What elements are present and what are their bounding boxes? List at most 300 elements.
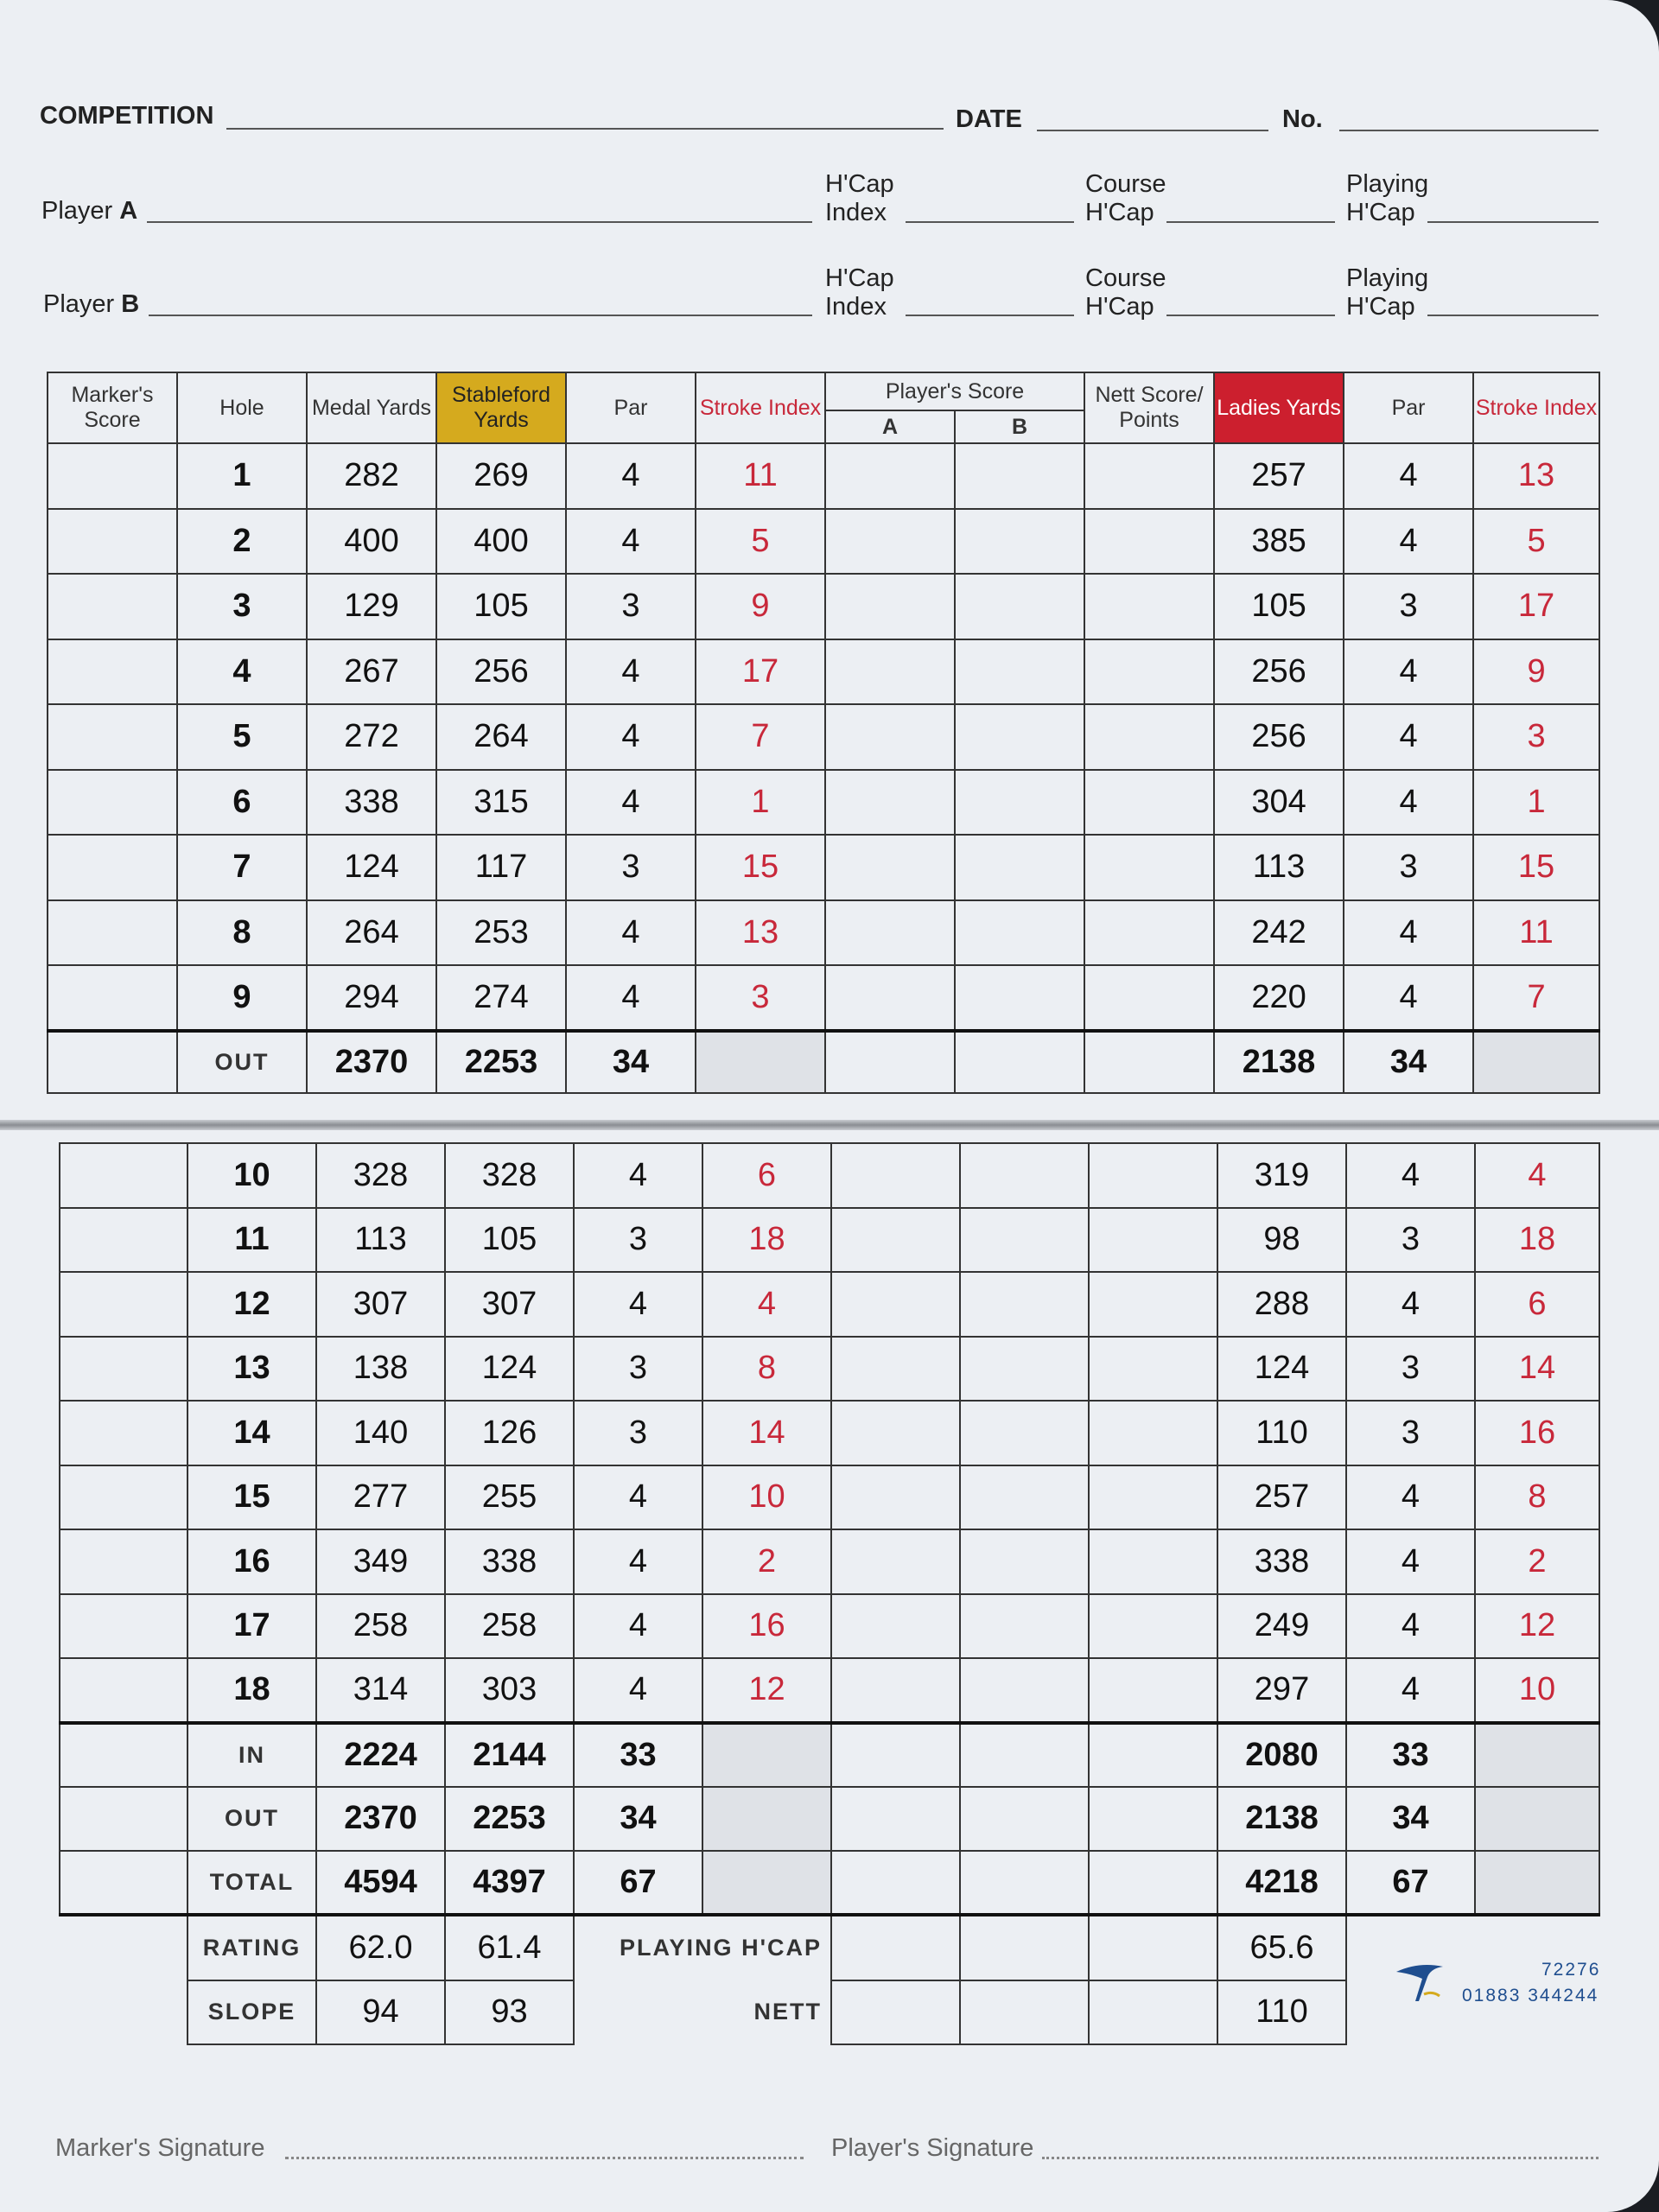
nett-score-cell[interactable] (1089, 1594, 1217, 1659)
ladies-par-total: 33 (1346, 1723, 1475, 1787)
nett-nett-cell[interactable] (1089, 1980, 1217, 2044)
markers-score-cell[interactable] (48, 835, 177, 900)
stroke-index: 1 (696, 770, 825, 836)
stableford-yards: 124 (445, 1337, 574, 1402)
player-a-playing-hcap-cell[interactable] (831, 1915, 960, 1980)
player-a-line[interactable] (147, 221, 812, 223)
ladies-par: 3 (1346, 1208, 1475, 1273)
player-a-playing-hcap-line[interactable] (1427, 221, 1599, 223)
medal-yards: 140 (316, 1401, 445, 1465)
hole-row (60, 1594, 1599, 1659)
ladies-par: 4 (1346, 1465, 1475, 1530)
total-row (60, 1851, 1599, 1915)
hole-number: 13 (188, 1337, 316, 1402)
stroke-index: 15 (696, 835, 825, 900)
par: 4 (574, 1465, 702, 1530)
markers-score-cell[interactable] (60, 1465, 188, 1530)
medal-yards: 277 (316, 1465, 445, 1530)
stableford-yards: 328 (445, 1143, 574, 1208)
ladies-yards: 338 (1217, 1529, 1346, 1594)
player-b-column-header: B (955, 410, 1084, 443)
ladies-stroke-index: 4 (1475, 1143, 1599, 1208)
hole-number: 8 (177, 900, 307, 966)
player-a-column-header: A (825, 410, 955, 443)
ladies-yards-total: 2138 (1217, 1787, 1346, 1851)
medal-yards: 282 (307, 443, 436, 509)
rating-spacer (60, 1915, 188, 1980)
nett-score-cell[interactable] (1084, 509, 1214, 575)
par: 4 (566, 770, 696, 836)
markers-score-cell[interactable] (48, 704, 177, 770)
player-a-score-cell[interactable] (831, 1529, 960, 1594)
player-b-playing-hcap-line[interactable] (1427, 315, 1599, 316)
player-a-score-cell[interactable] (831, 1272, 960, 1337)
ladies-yards: 256 (1214, 639, 1344, 705)
player-b-total-cell[interactable] (960, 1787, 1089, 1851)
ladies-yards: 256 (1214, 704, 1344, 770)
player-a-total-cell[interactable] (831, 1851, 960, 1915)
player-a-score-cell[interactable] (825, 965, 955, 1031)
hole-number: 9 (177, 965, 307, 1031)
hole-row (48, 900, 1599, 966)
hole-header: Hole (177, 372, 307, 443)
hole-row (60, 1401, 1599, 1465)
playing-hcap-label: PLAYING H'CAP (620, 1935, 822, 1961)
ladies-yards-total: 2138 (1214, 1031, 1344, 1093)
player-a-hcap-index-label: H'Cap Index (825, 170, 894, 226)
player-b-course-hcap-label: Course H'Cap (1085, 264, 1166, 321)
player-a-course-hcap-label: Course H'Cap (1085, 170, 1166, 226)
medal-yards: 267 (307, 639, 436, 705)
nett-score-cell[interactable] (1084, 965, 1214, 1031)
markers-score-cell[interactable] (60, 1272, 188, 1337)
ladies-par: 3 (1344, 574, 1473, 639)
nett-score-cell[interactable] (1084, 900, 1214, 966)
player-a-score-cell[interactable] (825, 639, 955, 705)
stableford-yards: 400 (436, 509, 566, 575)
par: 4 (574, 1658, 702, 1723)
markers-signature-label: Marker's Signature (55, 2134, 265, 2162)
total-row (60, 1787, 1599, 1851)
ladies-stroke-index: 13 (1473, 443, 1599, 509)
hole-number: 7 (177, 835, 307, 900)
number-line[interactable] (1339, 130, 1599, 131)
player-a-total-cell[interactable] (825, 1031, 955, 1093)
player-a-score-cell[interactable] (831, 1337, 960, 1402)
nett-score-cell[interactable] (1084, 443, 1214, 509)
player-b-score-cell[interactable] (955, 704, 1084, 770)
nett-score-cell[interactable] (1089, 1658, 1217, 1723)
par: 3 (566, 574, 696, 639)
stableford-yards: 126 (445, 1401, 574, 1465)
ladies-stroke-index-total (1473, 1031, 1599, 1093)
ladies-yards: 220 (1214, 965, 1344, 1031)
stroke-index: 11 (696, 443, 825, 509)
ladies-par: 4 (1344, 900, 1473, 966)
stableford-yards: 105 (436, 574, 566, 639)
nett-score-cell[interactable] (1089, 1465, 1217, 1530)
ladies-par-total: 67 (1346, 1851, 1475, 1915)
nett-score-cell[interactable] (1089, 1337, 1217, 1402)
stableford-yards: 269 (436, 443, 566, 509)
card-fold (0, 1120, 1659, 1130)
rating-ladies: 65.6 (1217, 1915, 1346, 1980)
stroke-index: 13 (696, 900, 825, 966)
nett-total-cell[interactable] (1089, 1723, 1217, 1787)
player-b-nett-cell[interactable] (960, 1980, 1089, 2044)
markers-score-cell[interactable] (48, 900, 177, 966)
ladies-stroke-index: 2 (1475, 1529, 1599, 1594)
player-a-score-cell[interactable] (825, 443, 955, 509)
par: 4 (574, 1143, 702, 1208)
player-b-score-cell[interactable] (955, 639, 1084, 705)
markers-score-cell[interactable] (60, 1529, 188, 1594)
stroke-index: 18 (702, 1208, 831, 1273)
hole-row (48, 835, 1599, 900)
par: 3 (566, 835, 696, 900)
ladies-par: 4 (1344, 965, 1473, 1031)
stroke-index-header: Stroke Index (696, 372, 825, 443)
medal-yards-total: 2370 (316, 1787, 445, 1851)
player-a-hcap-index-line[interactable] (906, 221, 1074, 223)
player-a-score-cell[interactable] (825, 770, 955, 836)
medal-yards: 258 (316, 1594, 445, 1659)
nett-score-cell[interactable] (1084, 770, 1214, 836)
hole-row (48, 965, 1599, 1031)
stableford-yards-total: 4397 (445, 1851, 574, 1915)
player-b-hcap-index-label: H'Cap Index (825, 264, 894, 321)
player-b-total-cell[interactable] (955, 1031, 1084, 1093)
nett-playing-hcap-cell[interactable] (1089, 1915, 1217, 1980)
ladies-yards: 319 (1217, 1143, 1346, 1208)
player-a-score-cell[interactable] (831, 1401, 960, 1465)
player-a-label: Player A (41, 197, 138, 225)
par: 4 (566, 965, 696, 1031)
player-a-playing-hcap-label: Playing H'Cap (1346, 170, 1429, 226)
stroke-index: 17 (696, 639, 825, 705)
markers-total-cell[interactable] (48, 1031, 177, 1093)
player-a-score-cell[interactable] (831, 1143, 960, 1208)
par: 4 (574, 1594, 702, 1659)
medal-yards: 294 (307, 965, 436, 1031)
nett-score-cell[interactable] (1084, 574, 1214, 639)
medal-yards-total: 2224 (316, 1723, 445, 1787)
ladies-yards: 105 (1214, 574, 1344, 639)
player-b-score-cell[interactable] (960, 1401, 1089, 1465)
rating-row (60, 1915, 1599, 1980)
hole-number: 17 (188, 1594, 316, 1659)
ladies-stroke-index: 7 (1473, 965, 1599, 1031)
stroke-index-total (702, 1787, 831, 1851)
medal-yards-total: 2370 (307, 1031, 436, 1093)
date-line[interactable] (1037, 130, 1268, 131)
hole-row (60, 1658, 1599, 1723)
ladies-par: 3 (1346, 1401, 1475, 1465)
player-a-total-cell[interactable] (831, 1723, 960, 1787)
ladies-yards: 297 (1217, 1658, 1346, 1723)
player-b-course-hcap-line[interactable] (1166, 315, 1335, 316)
stableford-yards: 303 (445, 1658, 574, 1723)
player-b-total-cell[interactable] (960, 1723, 1089, 1787)
player-b-total-cell[interactable] (960, 1851, 1089, 1915)
stableford-yards: 256 (436, 639, 566, 705)
stableford-yards: 338 (445, 1529, 574, 1594)
player-a-score-cell[interactable] (825, 574, 955, 639)
stableford-yards: 105 (445, 1208, 574, 1273)
player-a-score-cell[interactable] (831, 1208, 960, 1273)
stableford-yards: 307 (445, 1272, 574, 1337)
hole-row (60, 1208, 1599, 1273)
markers-score-cell[interactable] (60, 1658, 188, 1723)
par: 3 (574, 1401, 702, 1465)
player-b-score-cell[interactable] (960, 1465, 1089, 1530)
medal-yards: 400 (307, 509, 436, 575)
ladies-yards: 98 (1217, 1208, 1346, 1273)
player-b-score-cell[interactable] (955, 770, 1084, 836)
stroke-index: 6 (702, 1143, 831, 1208)
nett-total-cell[interactable] (1084, 1031, 1214, 1093)
markers-score-cell[interactable] (48, 965, 177, 1031)
player-b-label: Player B (43, 290, 140, 318)
ladies-par: 4 (1346, 1594, 1475, 1659)
ladies-par-total: 34 (1344, 1031, 1473, 1093)
ladies-stroke-index: 15 (1473, 835, 1599, 900)
hole-number: 10 (188, 1143, 316, 1208)
stroke-index: 3 (696, 965, 825, 1031)
ladies-stroke-index: 18 (1475, 1208, 1599, 1273)
stroke-index: 12 (702, 1658, 831, 1723)
stroke-index: 16 (702, 1594, 831, 1659)
player-b-score-cell[interactable] (960, 1594, 1089, 1659)
stroke-index-total (702, 1851, 831, 1915)
rating-stableford: 61.4 (445, 1915, 574, 1980)
hole-row (60, 1143, 1599, 1208)
player-b-score-cell[interactable] (960, 1143, 1089, 1208)
slope-row (60, 1980, 1599, 2044)
nett-score-cell[interactable] (1084, 835, 1214, 900)
ladies-stroke-index: 1 (1473, 770, 1599, 836)
stableford-yards: 258 (445, 1594, 574, 1659)
par: 3 (574, 1337, 702, 1402)
hole-number: 6 (177, 770, 307, 836)
ladies-stroke-index: 5 (1473, 509, 1599, 575)
total-row (48, 1031, 1599, 1093)
ladies-par: 3 (1344, 835, 1473, 900)
hole-row (60, 1465, 1599, 1530)
stroke-index: 14 (702, 1401, 831, 1465)
nett-score-cell[interactable] (1089, 1143, 1217, 1208)
ladies-yards: 288 (1217, 1272, 1346, 1337)
player-b-score-cell[interactable] (955, 574, 1084, 639)
ladies-stroke-index-total (1475, 1851, 1599, 1915)
hole-row (48, 639, 1599, 705)
player-a-total-cell[interactable] (831, 1787, 960, 1851)
markers-score-cell[interactable] (48, 443, 177, 509)
player-b-score-cell[interactable] (960, 1337, 1089, 1402)
markers-score-cell[interactable] (48, 574, 177, 639)
nett-score-cell[interactable] (1089, 1272, 1217, 1337)
stroke-index: 2 (702, 1529, 831, 1594)
hole-number: 18 (188, 1658, 316, 1723)
ladies-yards-header: Ladies Yards (1214, 372, 1344, 443)
printer-phone: 01883 344244 (1462, 1986, 1599, 2005)
stableford-yards-header: Stableford Yards (436, 372, 566, 443)
player-b-score-cell[interactable] (955, 900, 1084, 966)
ladies-par: 4 (1344, 770, 1473, 836)
markers-total-cell[interactable] (60, 1851, 188, 1915)
ladies-yards: 242 (1214, 900, 1344, 966)
hole-number: 2 (177, 509, 307, 575)
par: 4 (566, 900, 696, 966)
ladies-stroke-index: 11 (1473, 900, 1599, 966)
ladies-yards: 124 (1217, 1337, 1346, 1402)
markers-score-cell[interactable] (60, 1337, 188, 1402)
par-total: 34 (574, 1787, 702, 1851)
slope-spacer (60, 1980, 188, 2044)
ladies-par: 4 (1344, 443, 1473, 509)
medal-yards-header: Medal Yards (307, 372, 436, 443)
player-a-score-cell[interactable] (831, 1594, 960, 1659)
markers-score-cell[interactable] (48, 509, 177, 575)
player-b-score-cell[interactable] (960, 1658, 1089, 1723)
player-b-score-cell[interactable] (955, 443, 1084, 509)
player-b-score-cell[interactable] (960, 1208, 1089, 1273)
player-b-line[interactable] (149, 315, 812, 316)
ladies-yards: 113 (1214, 835, 1344, 900)
nett-score-cell[interactable] (1084, 704, 1214, 770)
ladies-par: 4 (1344, 639, 1473, 705)
ladies-yards: 304 (1214, 770, 1344, 836)
nett-score-cell[interactable] (1089, 1208, 1217, 1273)
rating-label: RATING (188, 1915, 316, 1980)
markers-score-cell[interactable] (60, 1143, 188, 1208)
player-a-score-cell[interactable] (825, 835, 955, 900)
player-b-playing-hcap-cell[interactable] (960, 1915, 1089, 1980)
ladies-stroke-index: 14 (1475, 1337, 1599, 1402)
markers-score-cell[interactable] (60, 1208, 188, 1273)
markers-total-cell[interactable] (60, 1787, 188, 1851)
medal-yards: 113 (316, 1208, 445, 1273)
player-b-score-cell[interactable] (955, 509, 1084, 575)
player-b-score-cell[interactable] (955, 965, 1084, 1031)
competition-line[interactable] (226, 128, 944, 130)
hole-row (48, 509, 1599, 575)
total-label: OUT (188, 1787, 316, 1851)
stroke-index: 7 (696, 704, 825, 770)
stroke-index: 8 (702, 1337, 831, 1402)
player-a-score-cell[interactable] (831, 1465, 960, 1530)
slope-stableford: 93 (445, 1980, 574, 2044)
hole-row (48, 770, 1599, 836)
medal-yards-total: 4594 (316, 1851, 445, 1915)
nett-score-cell[interactable] (1089, 1529, 1217, 1594)
ladies-par: 4 (1346, 1272, 1475, 1337)
hole-number: 15 (188, 1465, 316, 1530)
stroke-index: 10 (702, 1465, 831, 1530)
player-b-hcap-index-line[interactable] (906, 315, 1074, 316)
nett-score-cell[interactable] (1084, 639, 1214, 705)
player-b-score-cell[interactable] (960, 1529, 1089, 1594)
slope-label: SLOPE (188, 1980, 316, 2044)
hole-row (48, 704, 1599, 770)
medal-yards: 264 (307, 900, 436, 966)
stableford-yards: 274 (436, 965, 566, 1031)
ladies-stroke-index: 17 (1473, 574, 1599, 639)
stroke-index: 9 (696, 574, 825, 639)
markers-score-cell[interactable] (48, 770, 177, 836)
stroke-index-total (702, 1723, 831, 1787)
medal-yards: 124 (307, 835, 436, 900)
player-a-score-cell[interactable] (825, 704, 955, 770)
markers-total-cell[interactable] (60, 1723, 188, 1787)
player-a-score-cell[interactable] (825, 900, 955, 966)
nett-score-header: Nett Score/ Points (1084, 372, 1214, 443)
ladies-par: 4 (1344, 704, 1473, 770)
par-header: Par (566, 372, 696, 443)
stableford-yards: 315 (436, 770, 566, 836)
nett-total-cell[interactable] (1089, 1787, 1217, 1851)
nett-score-cell[interactable] (1089, 1401, 1217, 1465)
hole-number: 14 (188, 1401, 316, 1465)
par: 3 (574, 1208, 702, 1273)
hole-row (60, 1529, 1599, 1594)
medal-yards: 138 (316, 1337, 445, 1402)
stableford-yards-total: 2144 (445, 1723, 574, 1787)
ladies-stroke-index: 16 (1475, 1401, 1599, 1465)
par-total: 34 (566, 1031, 696, 1093)
competition-label: COMPETITION (40, 102, 214, 130)
ladies-yards: 385 (1214, 509, 1344, 575)
medal-yards: 314 (316, 1658, 445, 1723)
ladies-yards-total: 4218 (1217, 1851, 1346, 1915)
ladies-par: 4 (1346, 1143, 1475, 1208)
front-nine-table (47, 372, 1600, 1094)
ladies-yards: 249 (1217, 1594, 1346, 1659)
ladies-stroke-index: 9 (1473, 639, 1599, 705)
ladies-par: 3 (1346, 1337, 1475, 1402)
player-a-score-cell[interactable] (825, 509, 955, 575)
stableford-yards: 117 (436, 835, 566, 900)
stableford-yards-total: 2253 (445, 1787, 574, 1851)
markers-score-cell[interactable] (48, 639, 177, 705)
ladies-par-header: Par (1344, 372, 1473, 443)
markers-score-header: Marker's Score (48, 372, 177, 443)
hole-number: 1 (177, 443, 307, 509)
player-b-score-cell[interactable] (960, 1272, 1089, 1337)
stroke-index: 5 (696, 509, 825, 575)
ladies-stroke-index-total (1475, 1787, 1599, 1851)
ladies-stroke-index: 12 (1475, 1594, 1599, 1659)
medal-yards: 272 (307, 704, 436, 770)
player-a-nett-cell[interactable] (831, 1980, 960, 2044)
slope-medal: 94 (316, 1980, 445, 2044)
par: 4 (574, 1529, 702, 1594)
stableford-yards: 255 (445, 1465, 574, 1530)
player-b-score-cell[interactable] (955, 835, 1084, 900)
back-nine-table (59, 1142, 1600, 2045)
markers-score-cell[interactable] (60, 1401, 188, 1465)
players-signature-line[interactable] (1042, 2157, 1599, 2159)
player-a-course-hcap-line[interactable] (1166, 221, 1335, 223)
players-score-header: Player's Score (825, 372, 1084, 410)
markers-signature-line[interactable] (285, 2157, 804, 2159)
markers-score-cell[interactable] (60, 1594, 188, 1659)
nett-total-cell[interactable] (1089, 1851, 1217, 1915)
player-a-score-cell[interactable] (831, 1658, 960, 1723)
ladies-yards: 110 (1217, 1401, 1346, 1465)
hole-number: 5 (177, 704, 307, 770)
ladies-par: 4 (1346, 1529, 1475, 1594)
